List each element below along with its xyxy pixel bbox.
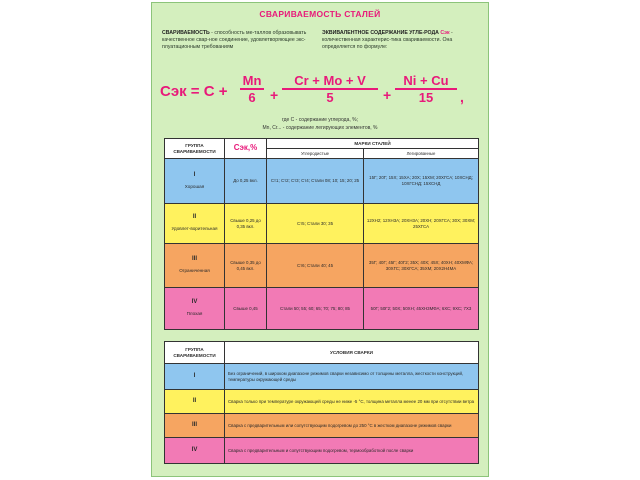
table-header-row bbox=[165, 139, 479, 149]
equivalent-text: - количественная характерис-тика свариваемости. Она определяется по формуле: bbox=[322, 30, 453, 51]
equivalent-term: ЭКВИВАЛЕНТНОЕ СОДЕРЖАНИЕ УГЛЕ-РОДА bbox=[322, 30, 439, 36]
group-cell: IV Плохая bbox=[165, 288, 225, 330]
conditions-cell: Сварка только при температуре окружающей среды не ниже -5 °С, толщина металла менее 20 мм при отсутствии ветра bbox=[225, 390, 479, 414]
formula-fraction-nicu bbox=[395, 73, 457, 105]
header-group: ГРУППА СВАРИВАЕМОСТИ bbox=[165, 342, 225, 364]
table-row bbox=[165, 288, 479, 330]
definition-paragraph bbox=[162, 30, 312, 52]
group-cell: I bbox=[165, 364, 225, 390]
fraction-denominator: 6 bbox=[248, 90, 256, 105]
formula-note-alloy: Mn, Cr... - содержание легирующих элементов, % bbox=[262, 125, 378, 131]
ceq-cell: До 0,25 вкл. bbox=[225, 159, 267, 204]
table-row bbox=[165, 414, 479, 438]
ceq-cell: Свыше 0,35 до 0,45 вкл. bbox=[225, 244, 267, 288]
formula-plus: + bbox=[270, 87, 279, 103]
fraction-numerator: Ni + Cu bbox=[395, 73, 457, 90]
header-carbon: Углеродистые bbox=[267, 149, 364, 159]
header-conditions: УСЛОВИЯ СВАРКИ bbox=[225, 342, 479, 364]
group-cell: IV bbox=[165, 438, 225, 464]
formula-lhs: Сэк = С + bbox=[160, 83, 228, 100]
fraction-numerator: Cr + Mo + V bbox=[282, 73, 378, 90]
formula-fraction-crmov bbox=[282, 73, 378, 105]
ceq-cell: Свыше 0,45 bbox=[225, 288, 267, 330]
group-cell: I Хорошая bbox=[165, 159, 225, 204]
conditions-cell: Сварка с предварительным или сопутствующим подогревом до 250 °С в жестком диапазоне режимов сварки bbox=[225, 414, 479, 438]
group-cell: II Удовлет-ворительная bbox=[165, 204, 225, 244]
group-cell: III Ограниченная bbox=[165, 244, 225, 288]
fraction-denominator: 15 bbox=[418, 90, 434, 105]
formula-fraction-mn bbox=[240, 73, 264, 105]
formula-comma: , bbox=[460, 89, 464, 105]
header-marks: МАРКИ СТАЛЕЙ bbox=[267, 139, 479, 149]
formula-plus: + bbox=[383, 87, 392, 103]
carbon-cell: Ст1; Ст2; Ст3; Ст4; Стали 08; 10; 15; 20; 25 bbox=[267, 159, 364, 204]
carbon-cell: Ст6; Стали 40; 45 bbox=[267, 244, 364, 288]
steel-grades-table bbox=[164, 138, 479, 330]
conditions-cell: Без ограничений, в широком диапазоне режимов сварки независимо от толщины металла, жесткости конструкций, температуры окружающей среды bbox=[225, 364, 479, 390]
ceq-cell: Свыше 0,25 до 0,35 вкл. bbox=[225, 204, 267, 244]
table-row bbox=[165, 159, 479, 204]
carbon-cell: Ст5; Стали 30; 35 bbox=[267, 204, 364, 244]
group-cell: III bbox=[165, 414, 225, 438]
carbon-cell: Стали 50; 55; 60; 65; 70; 75; 80; 85 bbox=[267, 288, 364, 330]
definition-text: - способность ме-таллов образовывать качественное свар-ное соединение, удовлетворяющее экс-плуатационным требованиям bbox=[162, 30, 307, 51]
table-row bbox=[165, 244, 479, 288]
welding-conditions-table bbox=[164, 341, 479, 464]
alloy-cell: 50Г; 50Г2; 50Х; 50ХН; 45ХН3МФА; 6ХС; 9ХС; 7Х3 bbox=[364, 288, 479, 330]
table-row bbox=[165, 390, 479, 414]
equivalent-symbol: Сэк bbox=[440, 30, 450, 36]
formula-note-carbon: где С - содержание углерода, %; bbox=[282, 117, 358, 123]
alloy-cell: 35Г; 40Г; 45Г; 40Г2; 35Х; 40Х; 45Х; 40ХН; 40ХМФА; 30ХГС; 30ХГСА; 35ХМ; 20Х2Н4МА bbox=[364, 244, 479, 288]
fraction-numerator: Mn bbox=[240, 73, 264, 90]
table-row bbox=[165, 364, 479, 390]
poster bbox=[151, 2, 489, 477]
equivalent-paragraph bbox=[322, 30, 474, 52]
table-row bbox=[165, 438, 479, 464]
table-row bbox=[165, 204, 479, 244]
table-header-row bbox=[165, 342, 479, 364]
header-ceq: Сэк,% bbox=[225, 139, 267, 159]
group-cell: II bbox=[165, 390, 225, 414]
poster-title: СВАРИВАЕМОСТЬ СТАЛЕЙ bbox=[259, 9, 381, 19]
alloy-cell: 15Г; 20Г; 15Х; 15ХА; 20Х; 15ХМ; 20ХГСА; 10ХСНД; 10ХГСНД; 15ХСНД bbox=[364, 159, 479, 204]
conditions-cell: Сварка с предварительным и сопутствующим подогревом, термообработкой после сварки bbox=[225, 438, 479, 464]
fraction-denominator: 5 bbox=[326, 90, 334, 105]
header-alloy: Легированные bbox=[364, 149, 479, 159]
alloy-cell: 12ХН2; 12ХН3А; 20ХН3А; 20ХН; 20ХГСА; 30Х; 30ХМ; 25ХГСА bbox=[364, 204, 479, 244]
definition-term: СВАРИВАЕМОСТЬ bbox=[162, 30, 210, 36]
carbon-equivalent-formula bbox=[158, 73, 482, 119]
header-group: ГРУППА СВАРИВАЕМОСТИ bbox=[165, 139, 225, 159]
